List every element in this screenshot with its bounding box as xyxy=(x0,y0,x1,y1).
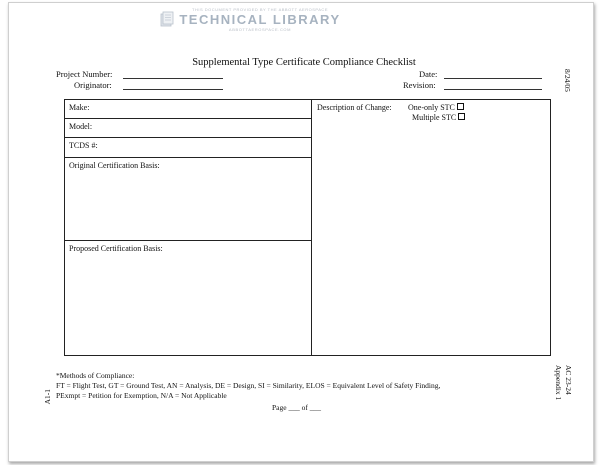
project-number-label: Project Number: xyxy=(56,69,113,79)
originator-field[interactable] xyxy=(123,80,223,90)
appendix-label: Appendix 1 xyxy=(554,365,563,401)
revision-field[interactable] xyxy=(444,80,542,90)
methods-heading: *Methods of Compliance: xyxy=(56,371,135,380)
one-only-stc-checkbox[interactable] xyxy=(457,103,464,110)
project-number-field[interactable] xyxy=(123,69,223,79)
revision-label: Revision: xyxy=(403,80,436,90)
description-label: Description of Change: xyxy=(317,103,392,112)
date-code: 8/24/05 xyxy=(563,69,572,92)
watermark-top-line: THIS DOCUMENT PROVIDED BY THE ABBOTT AEROSPACE xyxy=(192,7,328,12)
original-basis-label: Original Certification Basis: xyxy=(69,161,160,170)
ac-number: AC 23-24 xyxy=(564,365,573,395)
watermark-title: TECHNICAL LIBRARY xyxy=(179,12,341,27)
one-only-stc-option[interactable] xyxy=(408,103,464,112)
tcds-cell[interactable] xyxy=(65,138,311,158)
proposed-basis-label: Proposed Certification Basis: xyxy=(69,244,163,253)
model-cell[interactable] xyxy=(65,119,311,138)
originator-label: Originator: xyxy=(74,80,112,90)
tcds-label: TCDS #: xyxy=(69,141,98,150)
watermark-url: ABBOTTAEROSPACE.COM xyxy=(228,27,292,32)
form-grid xyxy=(64,99,551,356)
document-page xyxy=(8,2,594,462)
proposed-basis-cell[interactable] xyxy=(65,241,311,355)
multiple-stc-option[interactable] xyxy=(412,113,465,122)
methods-line-1: FT = Flight Test, GT = Ground Test, AN = Analysis, DE = Design, SI = Similarity, ELOS = Equivalent Level of Safety Finding, xyxy=(56,381,441,390)
date-label: Date: xyxy=(419,69,438,79)
date-field[interactable] xyxy=(444,69,542,79)
original-basis-cell[interactable] xyxy=(65,158,311,241)
one-only-stc-label: One-only STC xyxy=(408,103,455,112)
make-cell[interactable] xyxy=(65,100,311,119)
methods-line-2: PExmpt = Petition for Exemption, N/A = Not Applicable xyxy=(56,391,227,400)
left-column xyxy=(65,100,312,355)
model-label: Model: xyxy=(69,122,93,131)
multiple-stc-checkbox[interactable] xyxy=(458,113,465,120)
make-label: Make: xyxy=(69,103,90,112)
form-title: Supplemental Type Certificate Compliance Checklist xyxy=(192,57,416,68)
multiple-stc-label: Multiple STC xyxy=(412,113,457,122)
page-number: Page ___ of ___ xyxy=(272,403,321,412)
page-id: A1-1 xyxy=(43,389,52,405)
